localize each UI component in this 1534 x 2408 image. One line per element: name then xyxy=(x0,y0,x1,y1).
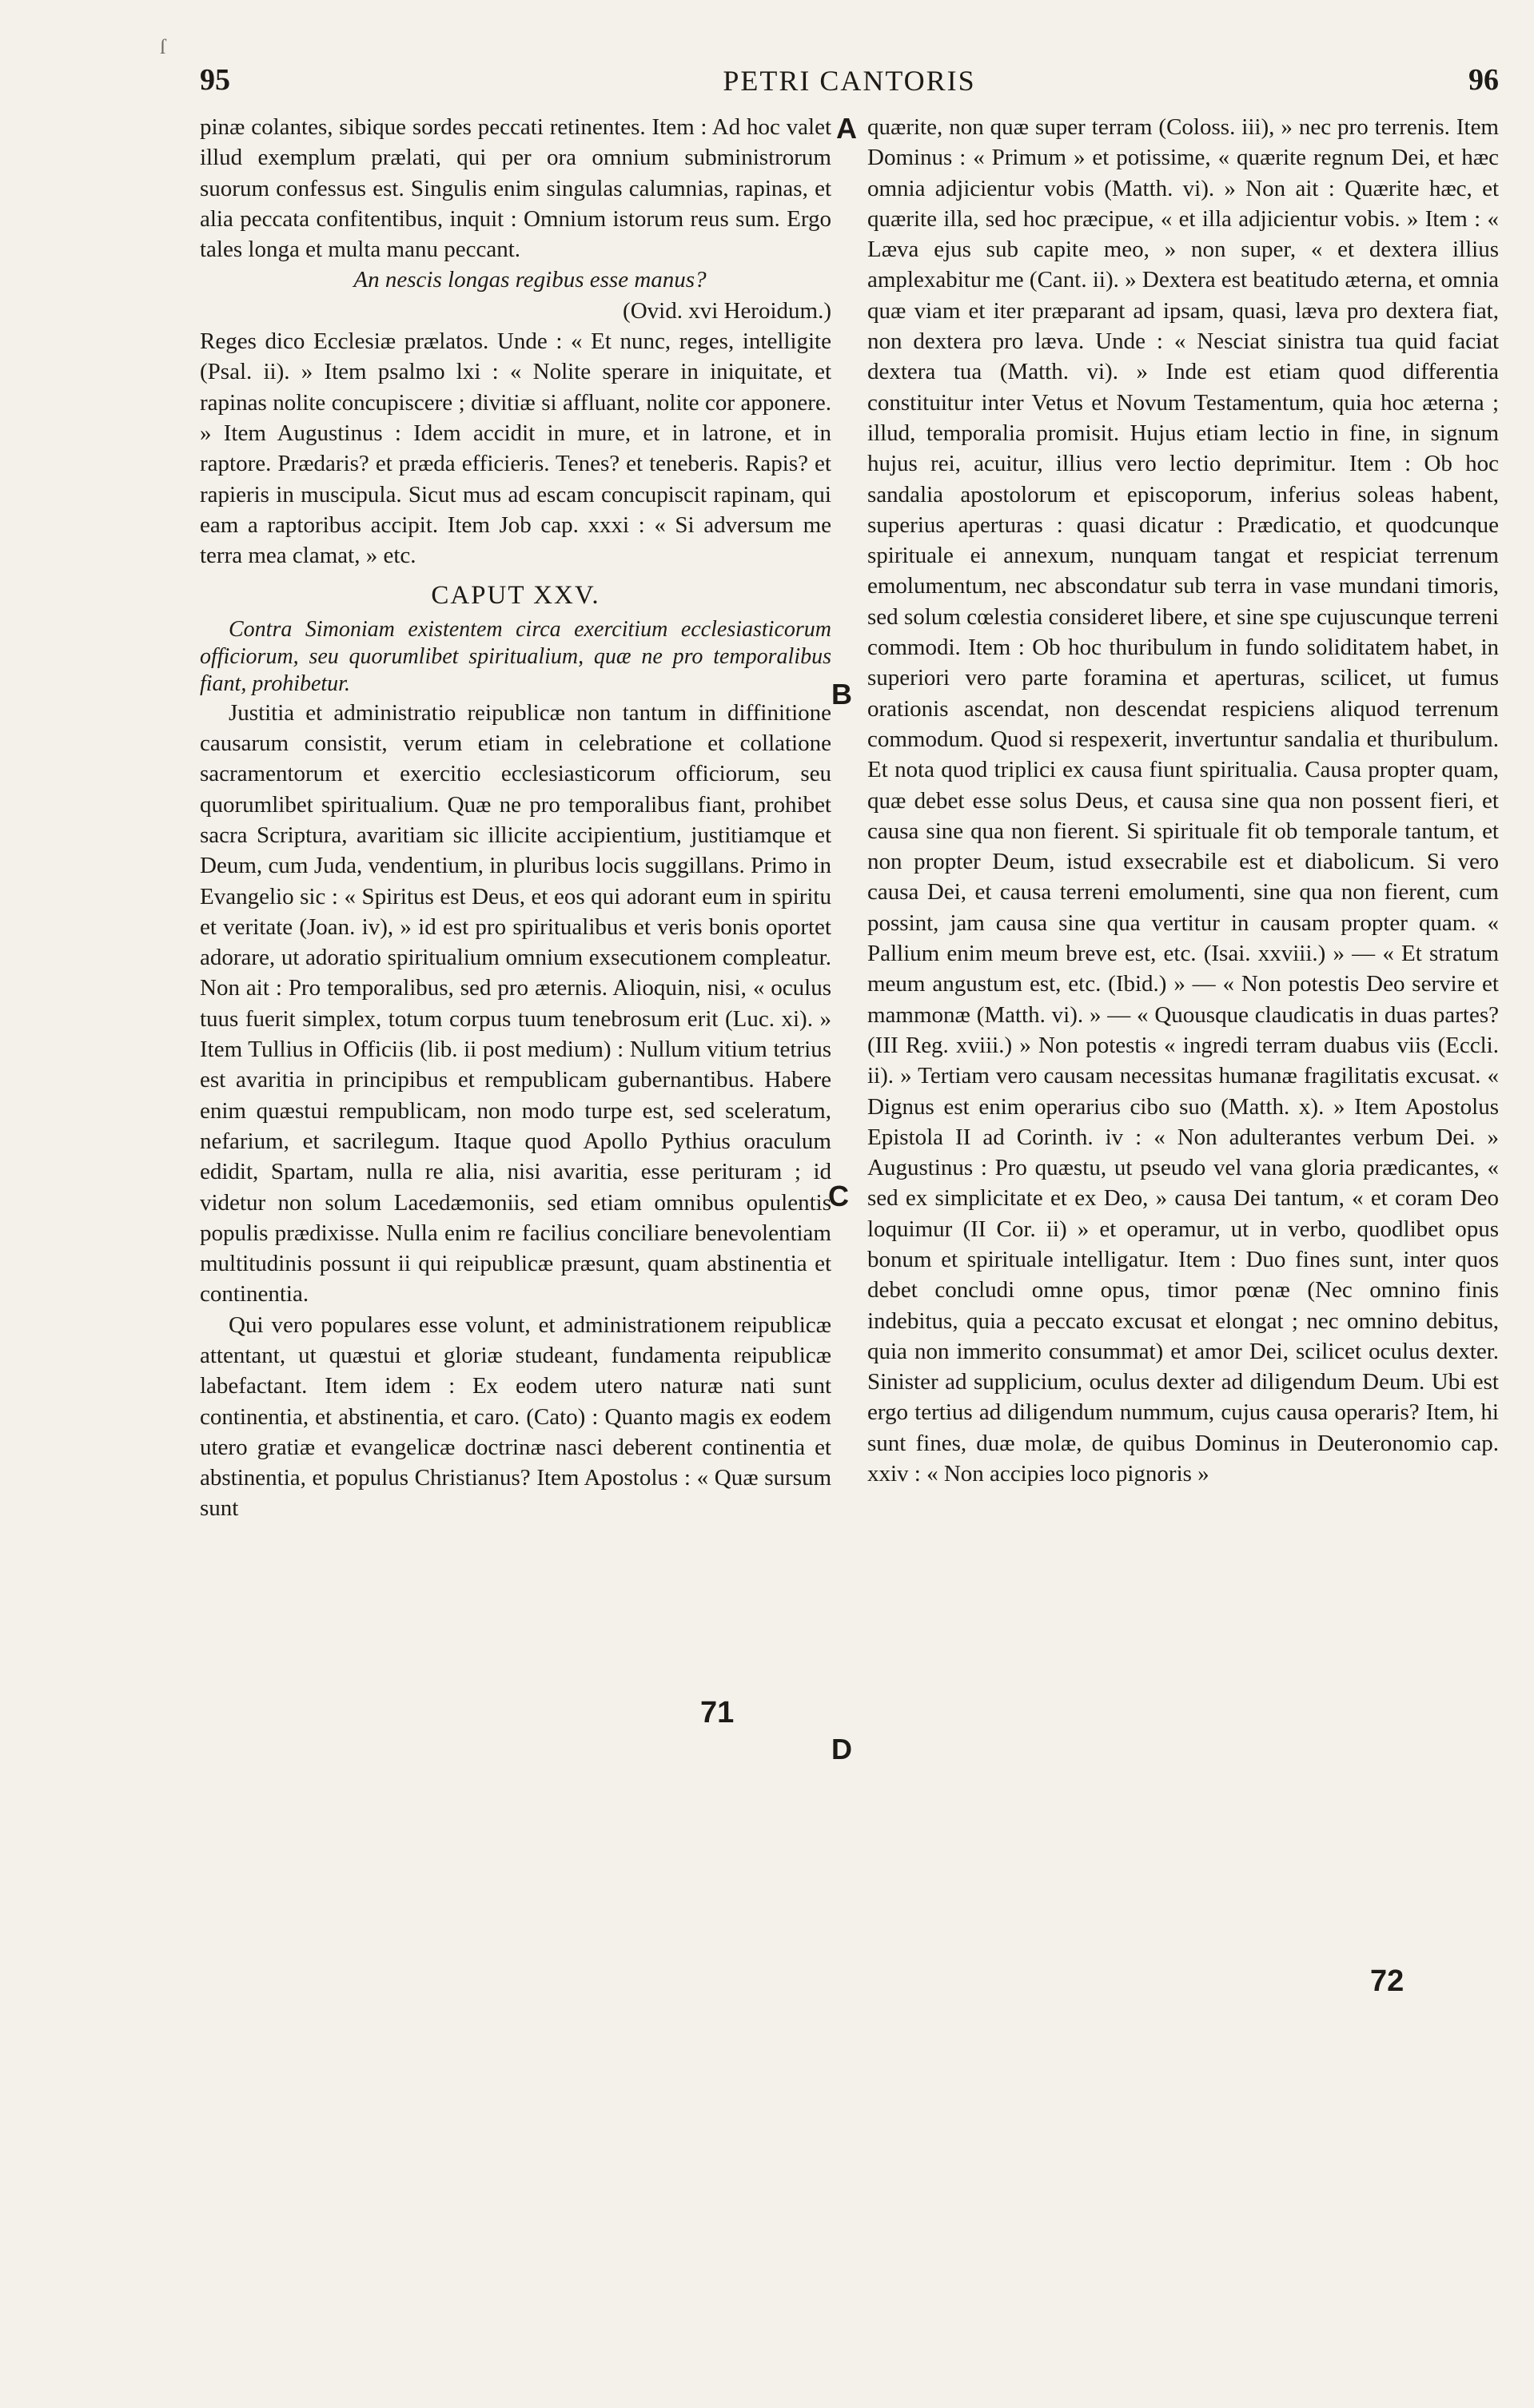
verse-source: (Ovid. xvi Heroidum.) xyxy=(623,297,831,324)
margin-letter-c: C xyxy=(828,1180,849,1212)
margin-letter-b: B xyxy=(831,678,852,710)
chapter-heading: CAPUT XXV. xyxy=(431,581,600,611)
paragraph: quærite, non quæ super terram (Coloss. iii), » nec pro terrenis. Item Dominus : « Primum » et potissime, « quærite regnum Dei, et hæc omnia adjicientur vobis (Matth. vi). » Non ait : Quærite hæc, et quærite illa, sed hoc præcipue, « et illa adjicientur vobis. » Item : « Læva ejus sub capite meo, » non super, « et dextera illius amplexabitur me (Cant. ii). » Dextera est beatitudo æterna, et omnia quæ viam et iter præparant ad ipsam, quasi, læva pro dextera fiat, non dextera pro læva. Unde : « Nesciat sinistra tua quid faciat dextera tua (Matth. vi). » Inde est etiam quod differentia constituitur inter Vetus et Novum Testamentum, quia hoc æterna ; illud, temporalia promisit. Hujus etiam lectio in fine, in signum hujus rei, acuitur, illius vero lectio deprimitur. Item : Ob hoc sandalia apostolorum et episcoporum, inferius soleas habent, superius aperturas : quasi dicatur : Prædicatio, et quodcunque spirituale ei annexum, nunquam tangat et respiciat terrenum emolumentum, nec abscondatur sub terra in vase mundani timoris, sed solum cœlestia consideret libere, et sine spe cujuscunque terreni commodi. Item : Ob hoc thuribulum in fundo soliditatem habet, in superiori vero parte foramina et aperturas, scilicet, ut fumus orationis ascendat, non descendat respiciens aliquod terrenum commodum. Quod si respexerit, invertuntur sandalia et thuribulum. Et nota quod triplici ex causa fiunt spiritualia. Causa propter quam, quæ debet esse solus Deus, et causa sine qua non possent fieri, et causa sine qua non fierent. Si spirituale fit ob temporale tantum, et non propter Deum, istud exsecrabile est et diabolicum. Si vero causa Dei, et causa terreni emolumenti, sine qua non fierent, cum possint, jam causa sine qua vertitur in causam propter quam. « Pallium enim meum breve est, etc. (Isai. xxviii.) » — « Et stratum meum angustum est, etc. (Ibid.) » — « Non potestis Deo servire et mammonæ (Matth. vi). » — « Quousque claudicatis in duas partes? (III Reg. xviii.) » Non potestis « ingredi terram duabus viis (Eccli. ii). » Tertiam vero causam necessitas humanæ fragilitatis excusat. « Dignus est enim operarius cibo suo (Matth. x). » Item Apostolus Epistola II ad Corinth. iv : « Non adulterantes verbum Dei. » Augustinus : Pro quæstu, ut pseudo vel vana gloria prædicantes, « sed ex simplicitate et ex Deo, » causa Dei tantum, « et coram Deo loquimur (II Cor. ii) » et operamur, ut in verbo, quodlibet opus bonum et spirituale intelligatur. Item : Duo fines sunt, inter quos debet concludi omne opus, timor pœnæ (Nec omnino finis indebitus, quia a peccato excusat et elongat ; nec omnino debitus, quia non immerito consummat) et amor Dei, scilicet oculus dexter. Sinister ad supplicium, oculus dexter ad diligendum Deum. Ubi est ergo tertius ad diligendum nummum, cujus causa operaris? Item, hi sunt fines, duæ molæ, de quibus Dominus in Deuteronomio cap. xxiv : « Non accipies loco pignoris » xyxy=(867,114,1499,1487)
chapter-summary: Contra Simoniam existentem circa exercitium ecclesiasticorum officiorum, seu quorumlibet spiritualium, quæ ne pro temporalibus fiant, prohibetur. xyxy=(200,616,831,696)
column-number-72: 72 xyxy=(1367,1964,1407,1999)
page-number-right: 96 xyxy=(1468,63,1499,97)
paragraph: Reges dico Ecclesiæ prælatos. Unde : « Et nunc, reges, intelligite (Psal. ii). » Item psalmo lxi : « Nolite sperare in iniquitate, et rapinas nolite concupiscere ; divitiæ si affluant, nolite cor apponere. » Item Augustinus : Idem accidit in mure, et in latrone, et in raptore. Prædaris? et præda efficieris. Tenes? et teneberis. Rapis? et rapieris in muscipula. Sicut mus ad escam concupiscit rapinam, qui eam a raptoribus accipit. Item Job cap. xxxi : « Si adversum me terra mea clamat, » etc. xyxy=(200,328,831,569)
right-column xyxy=(867,112,1499,1489)
paragraph: pinæ colantes, sibique sordes peccati retinentes. Item : Ad hoc valet illud exemplum prælati, qui per ora omnium subministrorum suorum confessus est. Singulis enim singulas calumnias, rapinas, et alia peccata confitentibus, inquit : Omnium istorum reus sum. Ergo tales longa et multa manu peccant. xyxy=(200,114,831,263)
left-column xyxy=(200,112,831,1524)
paragraph: Justitia et administratio reipublicæ non tantum in diffinitione causarum consistit, verum etiam in celebratione et collatione sacramentorum et exercitio ecclesiasticorum officiorum, seu quorumlibet spiritualium. Quæ ne pro temporalibus fiant, prohibet sacra Scriptura, avaritiam sic illicite accipientium, justitiamque et Deum, cum Juda, vendentium, in pluribus locis suggillans. Primo in Evangelio sic : « Spiritus est Deus, et eos qui adorant eum in spiritu et veritate (Joan. iv), » id est pro spiritualibus et veris bonis oportet adorare, ut adoratio spiritualium omnium exsecutionem compleatur. Non ait : Pro temporalibus, sed pro æternis. Alioquin, nisi, « oculus tuus fuerit simplex, totum corpus tuum tenebrosum erit (Luc. xi). » Item Tullius in Officiis (lib. ii post medium) : Nullum vitium tetrius est avaritia in principibus et rempublicam gubernantibus. Habere enim quæstui rempublicam, non modo turpe est, sed sceleratum, nefarium, et sacrilegum. Itaque quod Apollo Pythius oraculum edidit, Spartam, nulla re alia, nisi avaritia, esse perituram ; id videtur non solum Lacedæmoniis, sed etiam omnibus opulentis populis prædixisse. Nulla enim re facilius conciliare benevolentiam multitudinis possunt ii qui reipublicæ præsunt, quam abstinentia et continentia. xyxy=(200,699,831,1307)
margin-letter-d: D xyxy=(831,1733,852,1765)
verse-quote: An nescis longas regibus esse manus? xyxy=(353,267,707,293)
running-title: PETRI CANTORIS xyxy=(723,65,976,97)
page-tick-mark: ſ xyxy=(160,35,166,58)
paragraph: Qui vero populares esse volunt, et administrationem reipublicæ attentant, ut quæstui et gloriæ studeant, fundamenta reipublicæ labefactant. Item idem : Ex eodem utero naturæ nati sunt continentia, et abstinentia, et caro. (Cato) : Quanto magis ex eodem utero gratiæ et evangelicæ doctrinæ nasci deberent continentia et abstinentia, et populus Christianus? Item Apostolus : « Quæ sursum sunt xyxy=(200,1311,831,1522)
column-number-71: 71 xyxy=(697,1696,737,1730)
page-number-left: 95 xyxy=(200,63,230,97)
page-header xyxy=(200,62,1499,110)
margin-letter-a: A xyxy=(836,112,857,145)
